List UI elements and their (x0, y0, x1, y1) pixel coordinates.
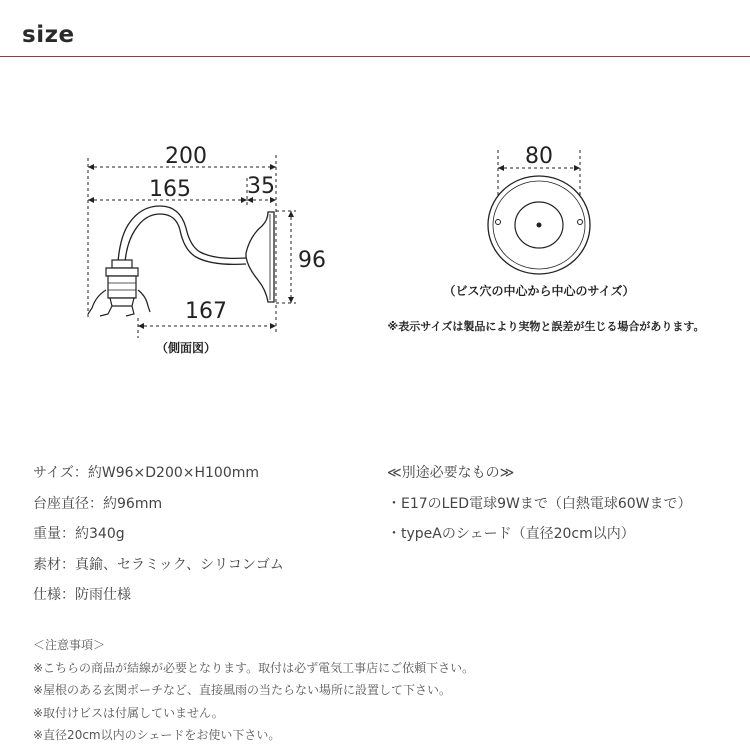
caution-item: ※直径20cm以内のシェードをお使い下さい。 (33, 728, 281, 742)
spec-base-diameter: 台座直径：約96mm (33, 495, 163, 512)
dim-base-depth: 35 (247, 174, 275, 199)
required-item: ・typeAのシェード（直径20cm以内） (387, 526, 635, 542)
front-view-caption: （ビス穴の中心から中心のサイズ） (443, 284, 635, 298)
section-title: size (22, 22, 75, 48)
required-items-heading: ≪別途必要なもの≫ (387, 465, 515, 481)
spec-material: 素材：真鍮、セラミック、シリコンゴム (33, 556, 284, 573)
caution-item: ※屋根のある玄関ポーチなど、直接風雨の当たらない場所に設置して下さい。 (33, 683, 452, 697)
dim-arm-length: 165 (149, 177, 191, 202)
title-divider (0, 56, 750, 57)
spec-list (33, 458, 284, 611)
caution-notes (33, 634, 474, 747)
side-view-caption: （側面図） (155, 341, 217, 355)
disclaimer-note: ※表示サイズは製品により実物と誤差が生じる場合があります。 (387, 320, 705, 333)
dimension-diagram (0, 130, 750, 370)
spec-size: サイズ：約W96×D200×H100mm (33, 465, 260, 481)
required-items (387, 458, 692, 550)
caution-item: ※こちらの商品が結線が必要となります。取付は必ず電気工事店にご依頼下さい。 (33, 660, 475, 675)
dim-total-width: 200 (165, 144, 207, 169)
dim-height: 96 (298, 248, 326, 273)
spec-weight: 重量：約340g (33, 526, 125, 542)
spec-feature: 仕様：防雨仕様 (33, 587, 131, 603)
required-item: ・E17のLED電球9Wまで（白熱電球60Wまで） (387, 495, 692, 512)
dim-screw-span: 80 (525, 144, 553, 169)
caution-item: ※取付けビスは付属していません。 (33, 705, 224, 720)
dim-bottom-length: 167 (185, 299, 227, 324)
caution-heading: ＜注意事項＞ (33, 638, 106, 652)
